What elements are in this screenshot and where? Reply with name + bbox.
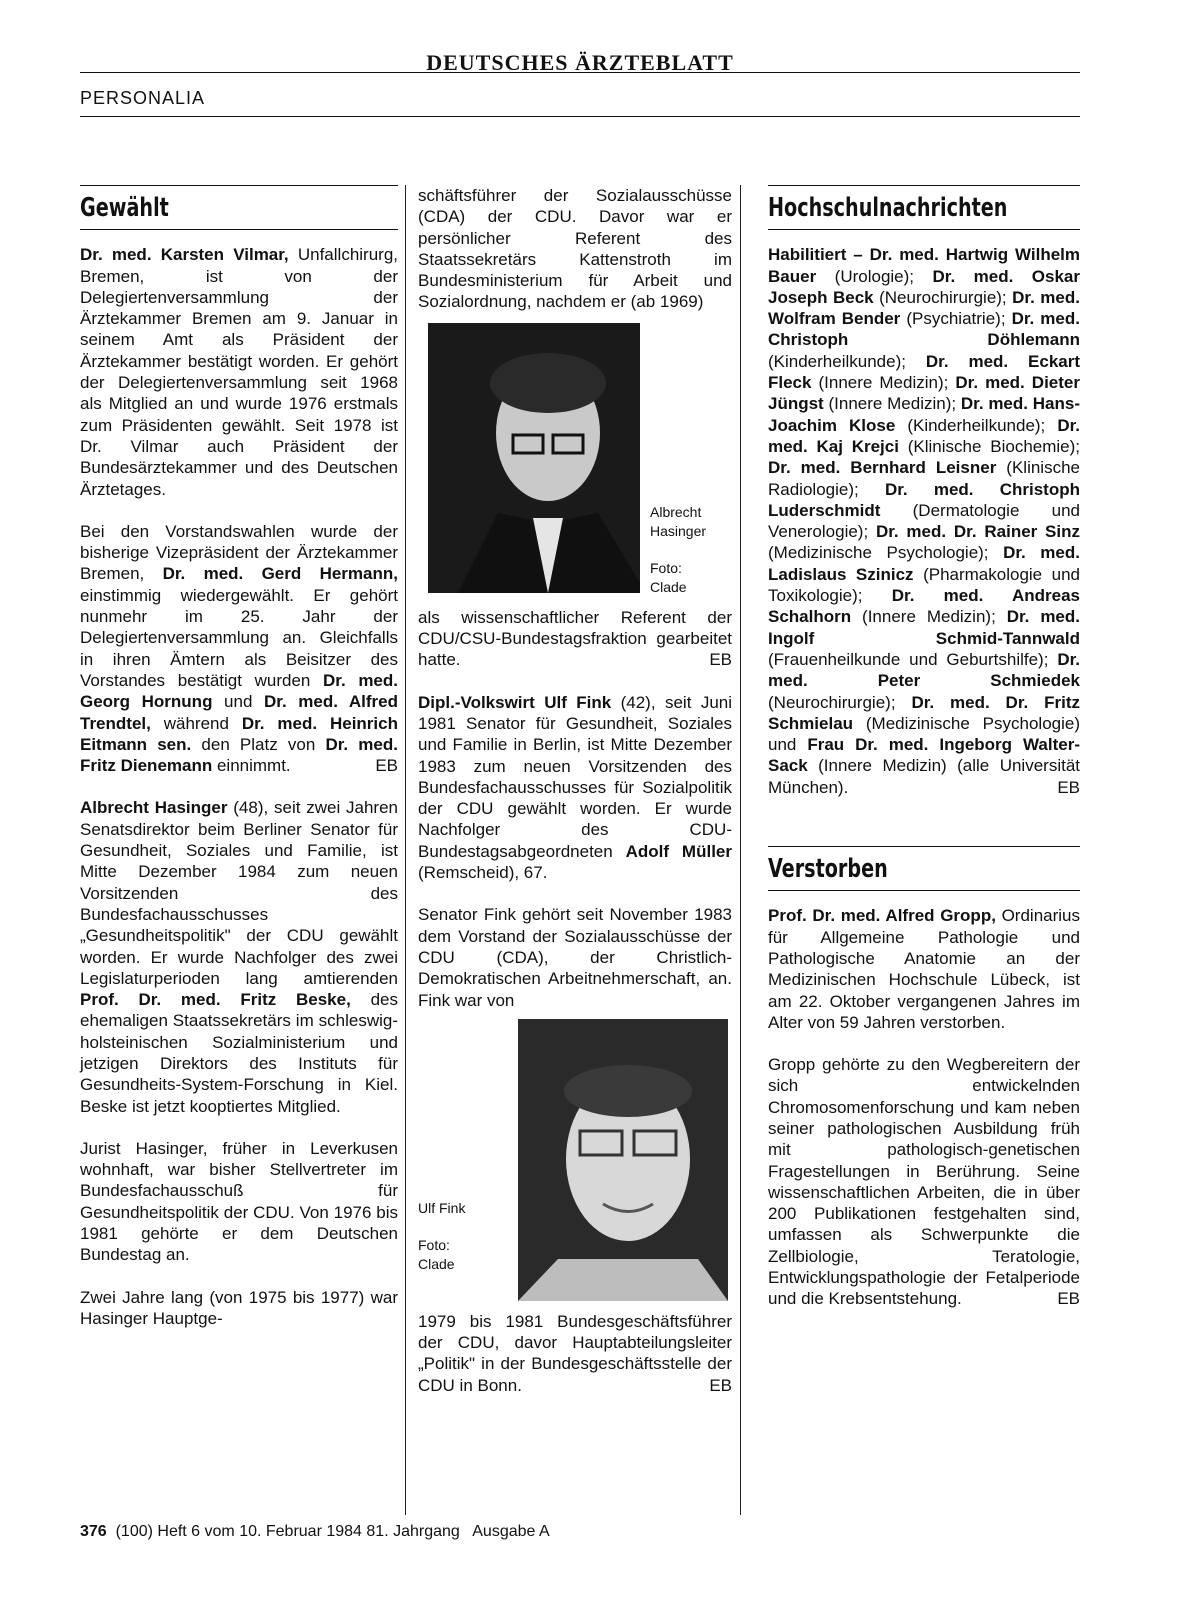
article-hasinger-3: Zwei Jahre lang (von 1975 bis 1977) war Hasinger Hauptge- [80, 1287, 398, 1328]
text-run: (Innere Medizin); [823, 394, 961, 414]
text-run: (42), seit Juni 1981 Senator für Gesundheit, Soziales und Familie in Berlin, ist Mitte Dezember 1983 zum neuen Vorsitzenden des Bundesfachausschusses für Sozialpolitik der CDU gewählt worden. Er wurde Nachfolger des CDU-Bundestagsabgeordneten [418, 692, 732, 861]
photo-fink-block [418, 1019, 732, 1301]
text-run: (Urologie); [816, 266, 933, 286]
article-fink-end: 1979 bis 1981 Bundesgeschäftsführer der CDU, davor Hauptabteilungsleiter „Politik" in der Bundesgeschäftsstelle der CDU in Bonn. EB [418, 1311, 732, 1395]
bold-name: Frau Dr. med. Ingeborg Walter-Sack [768, 735, 1080, 776]
text-run: (Kinderheilkunde); [768, 351, 926, 371]
article-hasinger-end: als wissenschaftlicher Referent der CDU/CSU-Bundestagsfraktion gearbeitet hatte. EB [418, 607, 732, 670]
text-run: einnimmt. [212, 756, 291, 776]
caption-credit: Foto: Clade [650, 559, 687, 595]
text-run: (Innere Medizin); [811, 373, 956, 393]
text-run: des ehemaligen Staatssekretärs im schleswig-holsteinischen Sozialministerium und jetzigen Direktors des Instituts für Gesundheits-System-Forschung in Kiel. Beske ist jetzt kooptiertes Mitglied. [80, 990, 398, 1116]
article-gropp-2: Gropp gehörte zu den Wegbereitern der sich entwickelnden Chromosomenforschung und kam neben seiner pathologischen Ausbildung früh mit pathologisch-genetischen Fragestellungen in Berührung. Seine wissenschaftlichen Arbeiten, die in über 200 Publikationen festgehalten sind, umfassen als Schwerpunkte die Zellbiologie, Teratologie, Entwicklungspathologie der Fetalperiode und die Krebsentstehung. EB [768, 1055, 1080, 1309]
text-run: (Innere Medizin); [851, 607, 1007, 627]
bold-name: Dr. med. Oskar Joseph Beck [768, 266, 1080, 307]
bold-name: Prof. Dr. med. Alfred Gropp, [768, 906, 996, 926]
heading-rule [768, 890, 1080, 891]
column-3 [768, 185, 1080, 1331]
caption-name: Albrecht Hasinger [650, 503, 707, 539]
text-run: (Pharmakologie und Toxikologie); [768, 564, 1081, 606]
text-run: (Frauenheilkunde und Geburtshilfe); [768, 649, 1058, 669]
bold-name: Prof. Dr. med. Fritz Beske, [80, 990, 351, 1010]
text-run: (Remscheid), 67. [418, 863, 548, 883]
article-hasinger-cont: schäftsführer der Sozialausschüsse (CDA) der CDU. Davor war er persönlicher Referent des Staatssekretärs Kattenstroth im Bundesministerium für Arbeit und Sozialordnung, nachdem er (ab 1969) [418, 186, 732, 312]
bold-name: Dr. med. Ladislaus Szinicz [768, 543, 1080, 584]
text-run: (Klinische Biochemie); [898, 436, 1080, 456]
photo-fink [518, 1019, 728, 1301]
text-run: (Neurochirurgie); [873, 287, 1013, 307]
author-sign: EB [1057, 1289, 1080, 1309]
bold-name: Dr. med. Heinrich Eitmann sen. [80, 713, 398, 754]
section-rule [80, 116, 1080, 117]
caption-name: Ulf Fink [418, 1199, 466, 1216]
masthead-rule [80, 72, 1080, 73]
article-hasinger [80, 797, 398, 1116]
text-run: (Klinische Radiologie); [768, 458, 1080, 499]
article-gropp [768, 905, 1080, 1033]
bold-name: Dr. med. Bernhard Leisner [768, 458, 997, 478]
article-hermann [80, 521, 398, 777]
bold-name: Dipl.-Volkswirt Ulf Fink [418, 692, 612, 712]
text-run: Bei den Vorstandswahlen wurde der bisherige Vizepräsident der Ärztekammer Bremen, [80, 521, 398, 584]
bold-name: Dr. med. Dr. Rainer Sinz [875, 522, 1080, 542]
text-run: einstimmig wiedergewählt. Er gehört nunmehr im 25. Jahr der Delegiertenversammlung an. Gleichfalls in ihren Ämtern als Beisitzer des Vorstandes bestätigt wurden [80, 585, 398, 690]
page-number: 376 [80, 1523, 107, 1540]
article-fink-2: Senator Fink gehört seit November 1983 dem Vorstand der Sozialausschüsse der CDU (CDA), der Christlich-Demokratischen Arbeitnehmerschaft, an. Fink war von [418, 905, 732, 1010]
bold-name: Dr. med. Ingolf Schmid-Tannwald [768, 607, 1080, 648]
heading-rule [80, 229, 398, 230]
article-vilmar [80, 244, 398, 500]
text-run: während [150, 713, 242, 733]
heading-gewaehlt: Gewählt [80, 193, 169, 223]
article-habilitiert [768, 244, 1080, 798]
text-run: Unfallchirurg, Bremen, ist von der Delegiertenversammlung der Ärztekammer Bremen am 9. Januar in seinem Amt als Präsident der Ärztekammer bestätigt worden. Er gehört der Delegiertenversammlung seit 1968 als Mitglied an und wurde 1976 erstmals zum Präsidenten gewählt. Seit 1978 ist Dr. Vilmar auch Präsident der Bundesärztekammer und des Deutschen Ärztetages. [80, 245, 399, 499]
masthead: DEUTSCHES ÄRZTEBLATT [426, 50, 734, 75]
bold-name: Dr. med. Christoph Luderschmidt [768, 479, 1080, 520]
heading-rule [768, 846, 1080, 847]
bold-name: Dr. med. Christoph Döhlemann [768, 309, 1080, 350]
heading-rule [768, 185, 1080, 186]
author-sign: EB [709, 650, 732, 670]
bold-name: Adolf Müller [625, 841, 732, 861]
bold-name: Dr. med. Karsten Vilmar, [80, 245, 289, 265]
text-run: (Medizinische Psychologie); [768, 543, 1004, 563]
page-footer [80, 1523, 550, 1541]
photo-hasinger-block [418, 323, 732, 597]
column-1 [80, 185, 398, 1350]
bold-name: Dr. med. Peter Schmiedek [768, 649, 1080, 691]
text-run: und [212, 692, 264, 712]
bold-name: Dr. med. Eckart Fleck [768, 351, 1080, 393]
text-run: (Innere Medizin) (alle Universität München). [768, 756, 1080, 797]
photo-hasinger [428, 323, 640, 593]
caption-credit: Foto: Clade [418, 1236, 455, 1272]
text-run: (Dermatologie und Venerologie); [768, 500, 1080, 542]
bold-name: Dr. med. Dieter Jüngst [768, 373, 1080, 414]
issue-info: (100) Heft 6 vom 10. Februar 1984 81. Jahrgang Ausgabe A [115, 1523, 550, 1540]
article-fink [418, 692, 732, 884]
bold-name: Dr. med. Hans-Joachim Klose [768, 394, 1080, 435]
author-sign: EB [709, 1375, 732, 1395]
bold-name: Dr. med. Andreas Schalhorn [768, 586, 1080, 627]
text-run: (Medizinische Psychologie) und [768, 713, 1080, 755]
bold-name: Dr. med. Georg Hornung [80, 670, 398, 712]
text-run: den Platz von [191, 734, 326, 754]
column-divider [405, 185, 406, 1515]
heading-rule [80, 185, 398, 186]
column-2 [418, 185, 732, 1417]
author-sign: EB [1057, 777, 1080, 797]
bold-name: Dr. med. Gerd Hermann, [162, 564, 398, 584]
bold-name: Dr. med. Dr. Fritz Schmielau [768, 692, 1081, 733]
text-run: (Neurochirurgie); [768, 692, 912, 712]
column-divider [740, 185, 741, 1515]
photo-fink-caption [418, 1019, 478, 1301]
author-sign: EB [375, 756, 398, 776]
article-hasinger-2: Jurist Hasinger, früher in Leverkusen wohnhaft, war bisher Stellvertreter im Bundesfachausschuß für Gesundheitspolitik der CDU. Von 1976 bis 1981 gehörte er dem Deutschen Bundestag an. [80, 1138, 398, 1265]
text-run: (48), seit zwei Jahren Senatsdirektor beim Berliner Senator für Gesundheit, Soziales und Familie, ist Mitte Dezember 1984 zum neuen Vorsitzenden des Bundesfachausschusses „Gesundheitspolitik" der CDU gewählt worden. Er wurde Nachfolger des zwei Legislaturperioden lang amtierenden [80, 798, 398, 988]
bold-name: Dr. med. Fritz Dienemann [80, 734, 398, 776]
section-label: PERSONALIA [80, 88, 206, 108]
heading-rule [768, 229, 1080, 230]
heading-verstorben: Verstorben [768, 854, 888, 885]
bold-name: Dr. med. Wolfram Bender [768, 287, 1080, 329]
bold-name: Dr. med. Kaj Krejci [768, 415, 1080, 456]
bold-name: Dr. med. Alfred Trendtel, [80, 692, 398, 733]
text-run: Ordinarius für Allgemeine Pathologie und Pathologische Anatomie an der Medizinischen Hochschule Lübeck, ist am 22. Oktober vergangenen Jahres im Alter von 59 Jahren verstorben. [768, 906, 1080, 1032]
text-run: (Psychiatrie); [900, 309, 1012, 329]
bold-name: Albrecht Hasinger [80, 798, 228, 818]
text-run: (Kinderheilkunde); [895, 415, 1058, 435]
bold-name: Habilitiert – Dr. med. Hartwig Wilhelm Bauer [768, 245, 1080, 286]
heading-hochschulnachrichten: Hochschulnachrichten [768, 193, 1008, 223]
photo-hasinger-caption [640, 323, 720, 597]
